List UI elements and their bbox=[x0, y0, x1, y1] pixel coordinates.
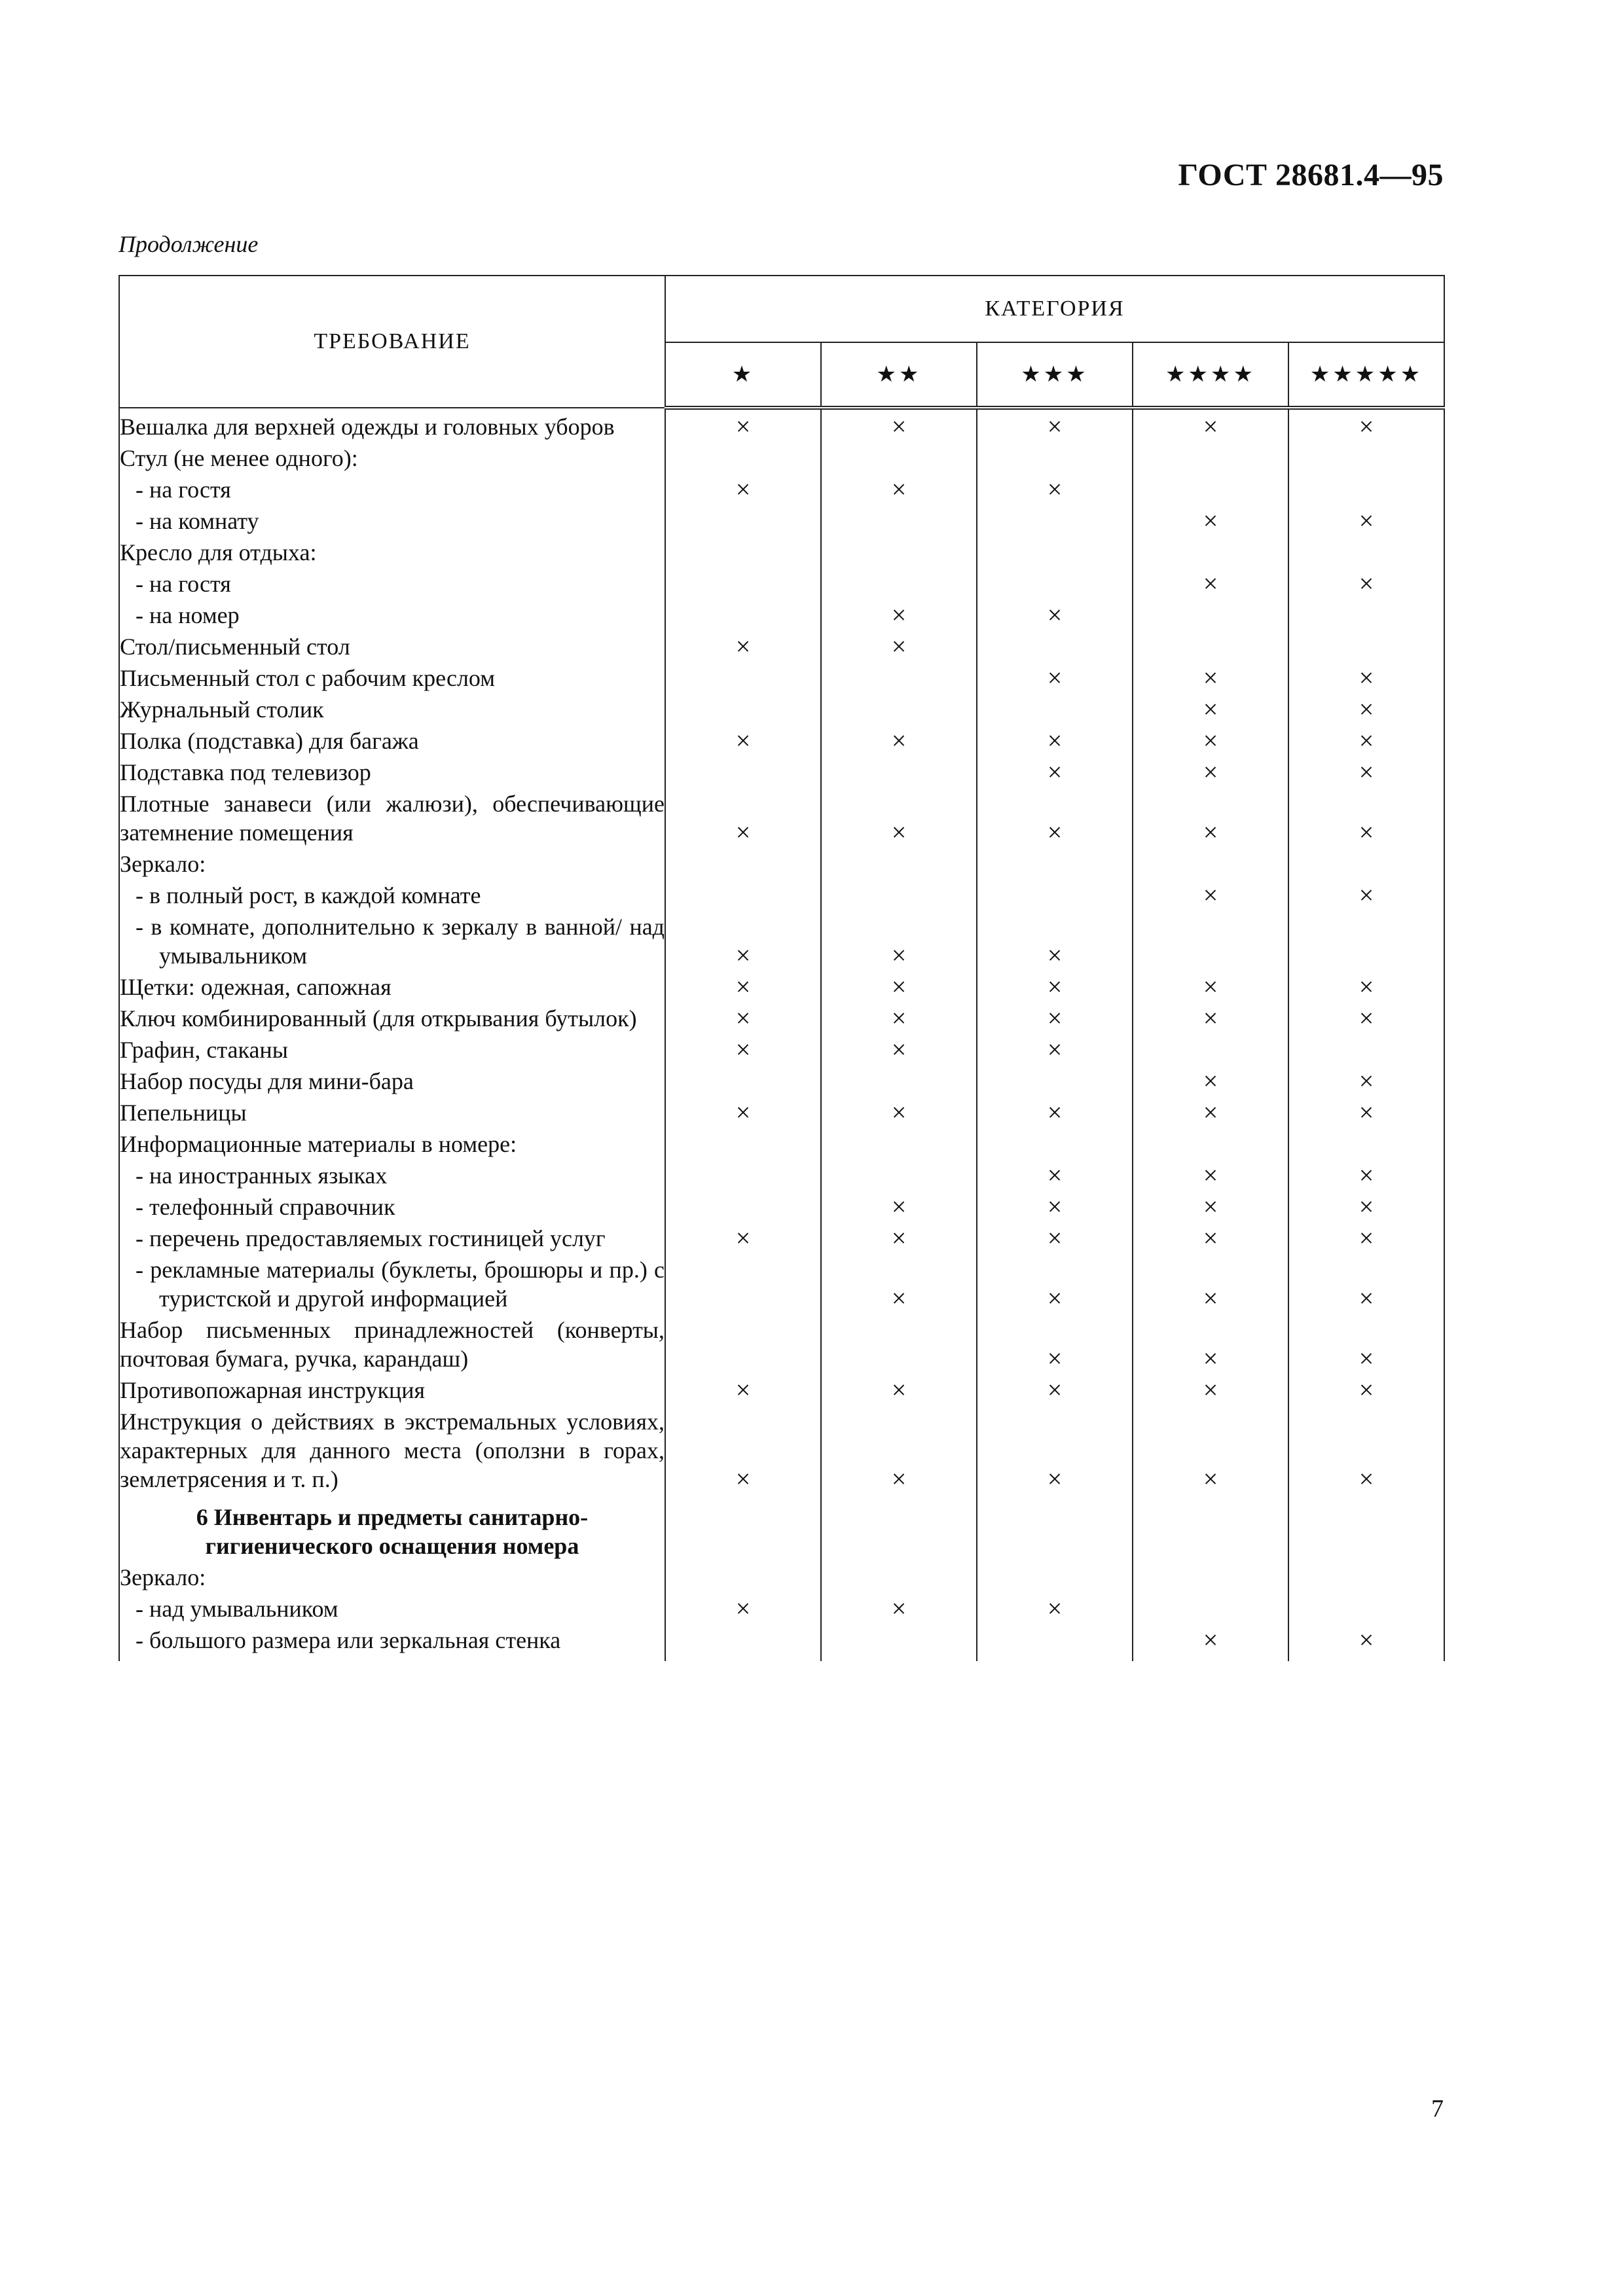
table-row bbox=[119, 1033, 1444, 1064]
category-4-mark: × bbox=[1133, 1190, 1288, 1221]
category-3-mark: × bbox=[977, 1592, 1133, 1623]
category-2-mark bbox=[821, 567, 977, 598]
category-1-mark: × bbox=[665, 1592, 821, 1623]
category-4-mark: × bbox=[1133, 970, 1288, 1001]
category-4-mark bbox=[1133, 910, 1288, 970]
table-row bbox=[119, 1313, 1444, 1373]
category-5-mark bbox=[1288, 630, 1444, 661]
requirement-text: Стул (не менее одного): bbox=[119, 441, 665, 473]
category-4-mark: × bbox=[1133, 1373, 1288, 1405]
requirement-text: Ключ комбинированный (для открывания бутылок) bbox=[119, 1001, 665, 1033]
category-4-mark bbox=[1133, 1592, 1288, 1623]
requirement-text: - на комнату bbox=[119, 504, 665, 535]
requirement-text: Стол/письменный стол bbox=[119, 630, 665, 661]
category-3-mark bbox=[977, 441, 1133, 473]
category-1-mark bbox=[665, 1190, 821, 1221]
category-2-mark bbox=[821, 504, 977, 535]
category-4-mark bbox=[1133, 1560, 1288, 1592]
category-2-mark bbox=[821, 755, 977, 787]
category-3-mark: × bbox=[977, 1373, 1133, 1405]
category-2-mark bbox=[821, 1313, 977, 1373]
category-3-mark bbox=[977, 1494, 1133, 1560]
category-5-mark: × bbox=[1288, 661, 1444, 692]
requirement-text: Зеркало: bbox=[119, 1560, 665, 1592]
requirement-text: Противопожарная инструкция bbox=[119, 1373, 665, 1405]
category-3-mark: × bbox=[977, 787, 1133, 847]
requirement-text: Пепельницы bbox=[119, 1096, 665, 1127]
category-3-mark: × bbox=[977, 1001, 1133, 1033]
category-5-mark: × bbox=[1288, 1096, 1444, 1127]
category-4-mark: × bbox=[1133, 1158, 1288, 1190]
category-4-mark: × bbox=[1133, 504, 1288, 535]
category-5-mark: × bbox=[1288, 787, 1444, 847]
category-4-mark: × bbox=[1133, 1096, 1288, 1127]
category-4-mark: × bbox=[1133, 1001, 1288, 1033]
category-3-mark bbox=[977, 847, 1133, 878]
category-4-mark: × bbox=[1133, 1623, 1288, 1661]
column-header-requirement: ТРЕБОВАНИЕ bbox=[119, 276, 665, 408]
category-3-stars: ★★★ bbox=[977, 342, 1133, 408]
table-row bbox=[119, 692, 1444, 724]
requirement-text: - на иностранных языках bbox=[119, 1158, 665, 1190]
category-5-mark bbox=[1288, 598, 1444, 630]
requirement-text: - в комнате, дополнительно к зеркалу в ванной/ над умывальником bbox=[119, 910, 665, 970]
category-3-mark: × bbox=[977, 598, 1133, 630]
category-1-mark: × bbox=[665, 1221, 821, 1253]
category-5-mark: × bbox=[1288, 755, 1444, 787]
table-row bbox=[119, 1064, 1444, 1096]
category-4-mark: × bbox=[1133, 692, 1288, 724]
requirement-text: - в полный рост, в каждой комнате bbox=[119, 878, 665, 910]
category-4-mark: × bbox=[1133, 1313, 1288, 1373]
category-4-mark bbox=[1133, 441, 1288, 473]
category-1-mark bbox=[665, 1560, 821, 1592]
category-1-mark bbox=[665, 441, 821, 473]
category-5-mark bbox=[1288, 910, 1444, 970]
requirement-text: - на гостя bbox=[119, 567, 665, 598]
page-number: 7 bbox=[1431, 2095, 1444, 2123]
category-5-mark bbox=[1288, 535, 1444, 567]
category-5-mark: × bbox=[1288, 692, 1444, 724]
requirement-text: - на номер bbox=[119, 598, 665, 630]
category-1-star: ★ bbox=[665, 342, 821, 408]
category-2-mark: × bbox=[821, 630, 977, 661]
table-row bbox=[119, 1623, 1444, 1661]
category-2-mark: × bbox=[821, 1033, 977, 1064]
category-5-mark bbox=[1288, 1127, 1444, 1158]
category-5-mark: × bbox=[1288, 1373, 1444, 1405]
category-4-mark: × bbox=[1133, 755, 1288, 787]
category-3-mark: × bbox=[977, 970, 1133, 1001]
category-1-mark: × bbox=[665, 724, 821, 755]
category-1-mark: × bbox=[665, 408, 821, 441]
category-4-mark bbox=[1133, 847, 1288, 878]
category-3-mark bbox=[977, 1560, 1133, 1592]
category-1-mark bbox=[665, 1313, 821, 1373]
requirement-text: Набор письменных принадлежностей (конверты, почтовая бумага, ручка, карандаш) bbox=[119, 1313, 665, 1373]
category-5-stars: ★★★★★ bbox=[1288, 342, 1444, 408]
category-5-mark: × bbox=[1288, 567, 1444, 598]
category-1-mark bbox=[665, 1623, 821, 1661]
category-4-mark: × bbox=[1133, 787, 1288, 847]
category-3-mark: × bbox=[977, 473, 1133, 504]
category-5-mark: × bbox=[1288, 970, 1444, 1001]
category-2-mark: × bbox=[821, 787, 977, 847]
table-row bbox=[119, 1253, 1444, 1313]
requirements-table bbox=[119, 275, 1445, 1661]
category-3-mark bbox=[977, 535, 1133, 567]
category-1-mark bbox=[665, 692, 821, 724]
category-3-mark: × bbox=[977, 910, 1133, 970]
category-1-mark: × bbox=[665, 910, 821, 970]
category-4-mark: × bbox=[1133, 408, 1288, 441]
category-3-mark: × bbox=[977, 1253, 1133, 1313]
category-4-mark: × bbox=[1133, 1253, 1288, 1313]
category-1-mark: × bbox=[665, 970, 821, 1001]
table-row bbox=[119, 1158, 1444, 1190]
category-2-mark bbox=[821, 1560, 977, 1592]
table-row bbox=[119, 755, 1444, 787]
category-1-mark bbox=[665, 1158, 821, 1190]
category-3-mark: × bbox=[977, 1221, 1133, 1253]
category-4-mark bbox=[1133, 473, 1288, 504]
requirement-text: Журнальный столик bbox=[119, 692, 665, 724]
category-3-mark bbox=[977, 630, 1133, 661]
requirement-text: Зеркало: bbox=[119, 847, 665, 878]
table-row bbox=[119, 1127, 1444, 1158]
category-1-mark bbox=[665, 847, 821, 878]
table-row bbox=[119, 504, 1444, 535]
category-3-mark bbox=[977, 878, 1133, 910]
category-2-mark bbox=[821, 878, 977, 910]
category-5-mark: × bbox=[1288, 724, 1444, 755]
table-row bbox=[119, 441, 1444, 473]
category-5-mark: × bbox=[1288, 408, 1444, 441]
table-row bbox=[119, 1190, 1444, 1221]
category-5-mark: × bbox=[1288, 1253, 1444, 1313]
category-1-mark bbox=[665, 661, 821, 692]
category-1-mark: × bbox=[665, 787, 821, 847]
category-2-mark: × bbox=[821, 1096, 977, 1127]
requirement-text: - телефонный справочник bbox=[119, 1190, 665, 1221]
table-row bbox=[119, 1221, 1444, 1253]
category-1-mark: × bbox=[665, 1001, 821, 1033]
category-4-mark bbox=[1133, 535, 1288, 567]
category-2-mark: × bbox=[821, 1405, 977, 1494]
category-3-mark bbox=[977, 1064, 1133, 1096]
document-id: ГОСТ 28681.4—95 bbox=[1178, 158, 1444, 192]
category-2-mark bbox=[821, 847, 977, 878]
category-4-mark: × bbox=[1133, 724, 1288, 755]
category-2-mark bbox=[821, 1494, 977, 1560]
category-2-mark: × bbox=[821, 1001, 977, 1033]
category-2-mark: × bbox=[821, 970, 977, 1001]
category-5-mark: × bbox=[1288, 1313, 1444, 1373]
category-4-mark bbox=[1133, 1494, 1288, 1560]
category-3-mark: × bbox=[977, 1158, 1133, 1190]
category-3-mark: × bbox=[977, 1313, 1133, 1373]
category-3-mark: × bbox=[977, 661, 1133, 692]
category-3-mark bbox=[977, 692, 1133, 724]
category-3-mark: × bbox=[977, 1190, 1133, 1221]
requirement-text: - на гостя bbox=[119, 473, 665, 504]
category-2-mark: × bbox=[821, 1592, 977, 1623]
category-4-mark bbox=[1133, 1033, 1288, 1064]
requirement-text: Полка (подставка) для багажа bbox=[119, 724, 665, 755]
category-1-mark: × bbox=[665, 1033, 821, 1064]
category-1-mark bbox=[665, 1064, 821, 1096]
requirement-text: Плотные занавеси (или жалюзи), обеспечивающие затемнение помещения bbox=[119, 787, 665, 847]
column-header-category: КАТЕГОРИЯ bbox=[665, 276, 1444, 342]
table-row bbox=[119, 910, 1444, 970]
category-5-mark: × bbox=[1288, 1623, 1444, 1661]
requirement-text: Информационные материалы в номере: bbox=[119, 1127, 665, 1158]
category-2-mark bbox=[821, 535, 977, 567]
category-3-mark: × bbox=[977, 724, 1133, 755]
category-3-mark bbox=[977, 1127, 1133, 1158]
requirement-text: Графин, стаканы bbox=[119, 1033, 665, 1064]
category-2-mark bbox=[821, 1158, 977, 1190]
category-1-mark bbox=[665, 1127, 821, 1158]
category-1-mark: × bbox=[665, 1373, 821, 1405]
category-2-mark: × bbox=[821, 1373, 977, 1405]
category-2-mark: × bbox=[821, 408, 977, 441]
category-4-mark bbox=[1133, 598, 1288, 630]
category-2-mark bbox=[821, 441, 977, 473]
requirement-text: - рекламные материалы (буклеты, брошюры и пр.) с туристской и другой информацией bbox=[119, 1253, 665, 1313]
category-2-stars: ★★ bbox=[821, 342, 977, 408]
category-4-mark: × bbox=[1133, 661, 1288, 692]
category-3-mark bbox=[977, 1623, 1133, 1661]
category-5-mark bbox=[1288, 1033, 1444, 1064]
category-4-stars: ★★★★ bbox=[1133, 342, 1288, 408]
category-2-mark bbox=[821, 661, 977, 692]
category-4-mark: × bbox=[1133, 1405, 1288, 1494]
category-5-mark bbox=[1288, 847, 1444, 878]
category-5-mark bbox=[1288, 1560, 1444, 1592]
requirement-text: Письменный стол с рабочим креслом bbox=[119, 661, 665, 692]
table-row bbox=[119, 567, 1444, 598]
category-1-mark bbox=[665, 1253, 821, 1313]
table-row bbox=[119, 847, 1444, 878]
category-2-mark bbox=[821, 1064, 977, 1096]
section-heading-row bbox=[119, 1494, 1444, 1560]
table-row bbox=[119, 408, 1444, 441]
category-2-mark bbox=[821, 1623, 977, 1661]
requirement-text: - перечень предоставляемых гостиницей услуг bbox=[119, 1221, 665, 1253]
category-3-mark: × bbox=[977, 1405, 1133, 1494]
category-5-mark: × bbox=[1288, 504, 1444, 535]
category-1-mark bbox=[665, 598, 821, 630]
category-5-mark: × bbox=[1288, 1001, 1444, 1033]
table-row bbox=[119, 598, 1444, 630]
category-5-mark bbox=[1288, 1494, 1444, 1560]
category-2-mark: × bbox=[821, 1221, 977, 1253]
table-row bbox=[119, 1373, 1444, 1405]
category-3-mark: × bbox=[977, 1033, 1133, 1064]
category-2-mark: × bbox=[821, 473, 977, 504]
requirement-text: Набор посуды для мини-бара bbox=[119, 1064, 665, 1096]
table-row bbox=[119, 1405, 1444, 1494]
category-4-mark: × bbox=[1133, 1064, 1288, 1096]
category-4-mark: × bbox=[1133, 878, 1288, 910]
category-1-mark bbox=[665, 1494, 821, 1560]
table-row bbox=[119, 724, 1444, 755]
continuation-label: Продолжение bbox=[119, 231, 259, 257]
category-1-mark: × bbox=[665, 1405, 821, 1494]
category-1-mark bbox=[665, 878, 821, 910]
category-3-mark: × bbox=[977, 1096, 1133, 1127]
table-row bbox=[119, 878, 1444, 910]
category-5-mark bbox=[1288, 473, 1444, 504]
category-2-mark: × bbox=[821, 724, 977, 755]
table-row bbox=[119, 630, 1444, 661]
category-3-mark bbox=[977, 567, 1133, 598]
category-1-mark bbox=[665, 567, 821, 598]
category-5-mark: × bbox=[1288, 1064, 1444, 1096]
category-1-mark bbox=[665, 504, 821, 535]
category-3-mark: × bbox=[977, 755, 1133, 787]
category-2-mark bbox=[821, 1127, 977, 1158]
table-row bbox=[119, 661, 1444, 692]
category-1-mark bbox=[665, 755, 821, 787]
category-5-mark bbox=[1288, 1592, 1444, 1623]
category-4-mark bbox=[1133, 1127, 1288, 1158]
section-title: 6 Инвентарь и предметы санитарно-гигиенического оснащения номера bbox=[119, 1494, 665, 1560]
requirement-text: Щетки: одежная, сапожная bbox=[119, 970, 665, 1001]
category-5-mark: × bbox=[1288, 878, 1444, 910]
category-3-mark bbox=[977, 504, 1133, 535]
category-1-mark: × bbox=[665, 630, 821, 661]
requirement-text: Вешалка для верхней одежды и головных уборов bbox=[119, 408, 665, 441]
requirement-text: Кресло для отдыха: bbox=[119, 535, 665, 567]
category-2-mark bbox=[821, 692, 977, 724]
requirement-text: Подставка под телевизор bbox=[119, 755, 665, 787]
category-5-mark: × bbox=[1288, 1190, 1444, 1221]
table-row bbox=[119, 1560, 1444, 1592]
table-body bbox=[119, 408, 1444, 1661]
category-5-mark bbox=[1288, 441, 1444, 473]
category-5-mark: × bbox=[1288, 1221, 1444, 1253]
category-2-mark: × bbox=[821, 1190, 977, 1221]
table-row bbox=[119, 787, 1444, 847]
table-row bbox=[119, 1001, 1444, 1033]
category-2-mark: × bbox=[821, 1253, 977, 1313]
category-4-mark bbox=[1133, 630, 1288, 661]
category-4-mark: × bbox=[1133, 1221, 1288, 1253]
category-1-mark: × bbox=[665, 1096, 821, 1127]
category-4-mark: × bbox=[1133, 567, 1288, 598]
category-1-mark bbox=[665, 535, 821, 567]
table-row bbox=[119, 535, 1444, 567]
category-5-mark: × bbox=[1288, 1158, 1444, 1190]
requirement-text: - большого размера или зеркальная стенка bbox=[119, 1623, 665, 1661]
category-3-mark: × bbox=[977, 408, 1133, 441]
category-2-mark: × bbox=[821, 910, 977, 970]
table-row bbox=[119, 473, 1444, 504]
table-row bbox=[119, 1096, 1444, 1127]
table-row bbox=[119, 970, 1444, 1001]
category-2-mark: × bbox=[821, 598, 977, 630]
requirement-text: Инструкция о действиях в экстремальных условиях, характерных для данного места (оползни в горах, землетрясения и т. п.) bbox=[119, 1405, 665, 1494]
category-1-mark: × bbox=[665, 473, 821, 504]
category-5-mark: × bbox=[1288, 1405, 1444, 1494]
requirement-text: - над умывальником bbox=[119, 1592, 665, 1623]
table-row bbox=[119, 1592, 1444, 1623]
